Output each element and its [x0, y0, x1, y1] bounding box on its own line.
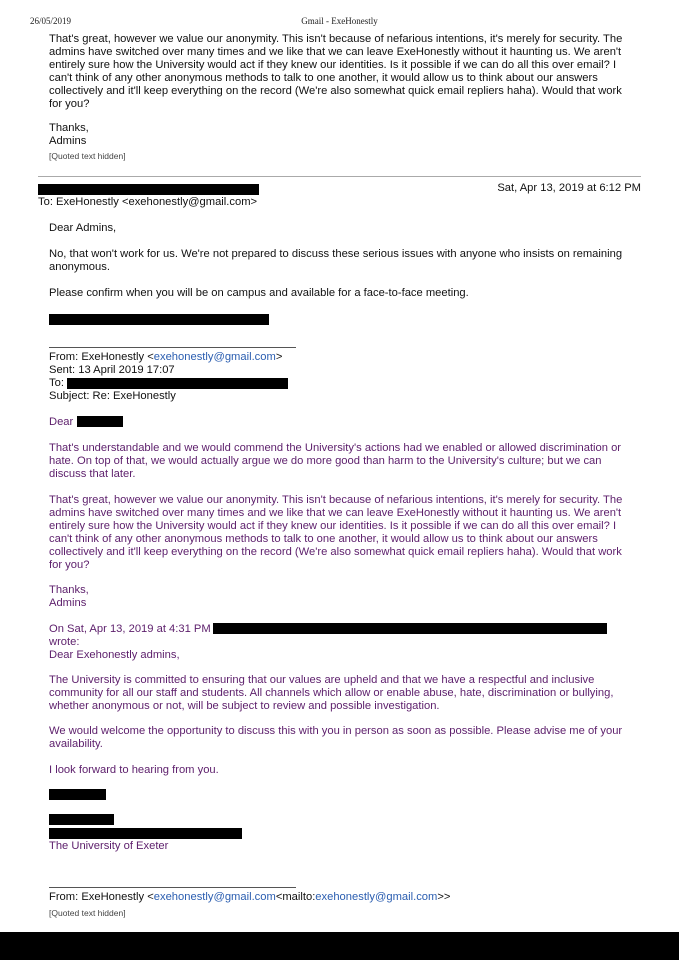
redacted-signer-title [49, 828, 242, 839]
quoted-paragraph-1: That's understandable and we would commend the University's actions had we enabled or allowed discrimination or hate. On top of that, we would actually argue we do more good than harm to the University's culture; but we can discuss that later. [49, 442, 622, 480]
message-greeting: Dear Admins, [49, 222, 117, 234]
university-paragraph-3: I look forward to hearing from you. [49, 764, 219, 776]
university-paragraph-1: The University is committed to ensuring that our values are upheld and that we have a respectful and inclusive community for all our staff and students. All channels which allow or enable abuse, hate, discrimination or bullying, whether anonymous or not, will be subject to review and possible investigation. [49, 674, 614, 712]
university-greeting: Dear Exehonestly admins, [49, 649, 180, 661]
top-quote-sign-admins: Admins [49, 135, 87, 147]
quoted-dear: Dear [49, 416, 74, 428]
redacted-sender [38, 184, 259, 195]
fwd2-mailto-link[interactable]: exehonestly@gmail.com [315, 891, 438, 903]
quoted-paragraph-2: That's great, however we value our anonymity. This isn't because of nefarious intentions, it's merely for security. The admins have switched over many times and we like that we can leave ExeHonestly without it haunting us. We aren't entirely sure how the University would act if they knew our identities. Is it possible if we can do all this over email? I can't think of any other anonymous methods to talk to one another, it would allow us to think about our answers collectively and it'll keep everything on the record (We're also somewhat quick email repliers haha). Would that work for you? [49, 494, 623, 571]
top-quote-sign-thanks: Thanks, [49, 122, 89, 134]
message-divider [38, 176, 641, 177]
quoted-text-hidden-link[interactable]: [Quoted text hidden] [49, 151, 126, 161]
fwd-sent: Sent: 13 April 2019 17:07 [49, 364, 175, 376]
quoted-wrote: wrote: [49, 636, 80, 648]
quoted-sign-admins: Admins [49, 597, 87, 609]
redacted-university-sender [213, 623, 607, 634]
fwd-from: From: ExeHonestly <exehonestly@gmail.com> [49, 351, 283, 363]
quoted-sign-thanks: Thanks, [49, 584, 89, 596]
message-paragraph-1: No, that won't work for us. We're not prepared to discuss these serious issues with anyone who insists on remaining anonymous. [49, 248, 623, 273]
university-org: The University of Exeter [49, 840, 169, 852]
redacted-name [77, 416, 123, 427]
redacted-signoff [49, 789, 106, 800]
print-title: Gmail - ExeHonestly [301, 16, 378, 26]
fwd-from-email-link[interactable]: exehonestly@gmail.com [153, 351, 276, 363]
print-date: 26/05/2019 [30, 16, 72, 26]
redacted-recipient [67, 378, 288, 389]
redacted-signer-name [49, 814, 114, 825]
forward-separator [49, 347, 296, 348]
quoted-on-date: On Sat, Apr 13, 2019 at 4:31 PM [49, 623, 211, 635]
message-paragraph-2: Please confirm when you will be on campus and available for a face-to-face meeting. [49, 287, 469, 299]
fwd2-email-link[interactable]: exehonestly@gmail.com [153, 891, 276, 903]
redacted-signature [49, 314, 269, 325]
forward-separator-2 [49, 887, 296, 888]
top-quote-body: That's great, however we value our anonymity. This isn't because of nefarious intentions, it's merely for security. The admins have switched over many times and we like that we can leave ExeHonestly without it haunting us. We aren't entirely sure how the University would act if they knew our identities. Is it possible if we can do all this over email? I can't think of any other anonymous methods to talk to one another, it would allow us to think about our answers collectively and it'll keep everything on the record (We're also somewhat quick email repliers haha). Would that work for you? [49, 33, 623, 110]
university-paragraph-2: We would welcome the opportunity to discuss this with you in person as soon as possible. Please advise me of your availability. [49, 725, 623, 750]
fwd2-from: From: ExeHonestly <exehonestly@gmail.com<mailto:exehonestly@gmail.com>> [49, 891, 451, 903]
fwd-to: To: [49, 377, 64, 389]
message-to: To: ExeHonestly <exehonestly@gmail.com> [38, 196, 258, 208]
fwd2-quoted-hidden-link[interactable]: [Quoted text hidden] [49, 908, 126, 918]
bottom-black-band [0, 932, 679, 960]
fwd-subject: Subject: Re: ExeHonestly [49, 390, 176, 402]
message-date: Sat, Apr 13, 2019 at 6:12 PM [497, 182, 641, 194]
